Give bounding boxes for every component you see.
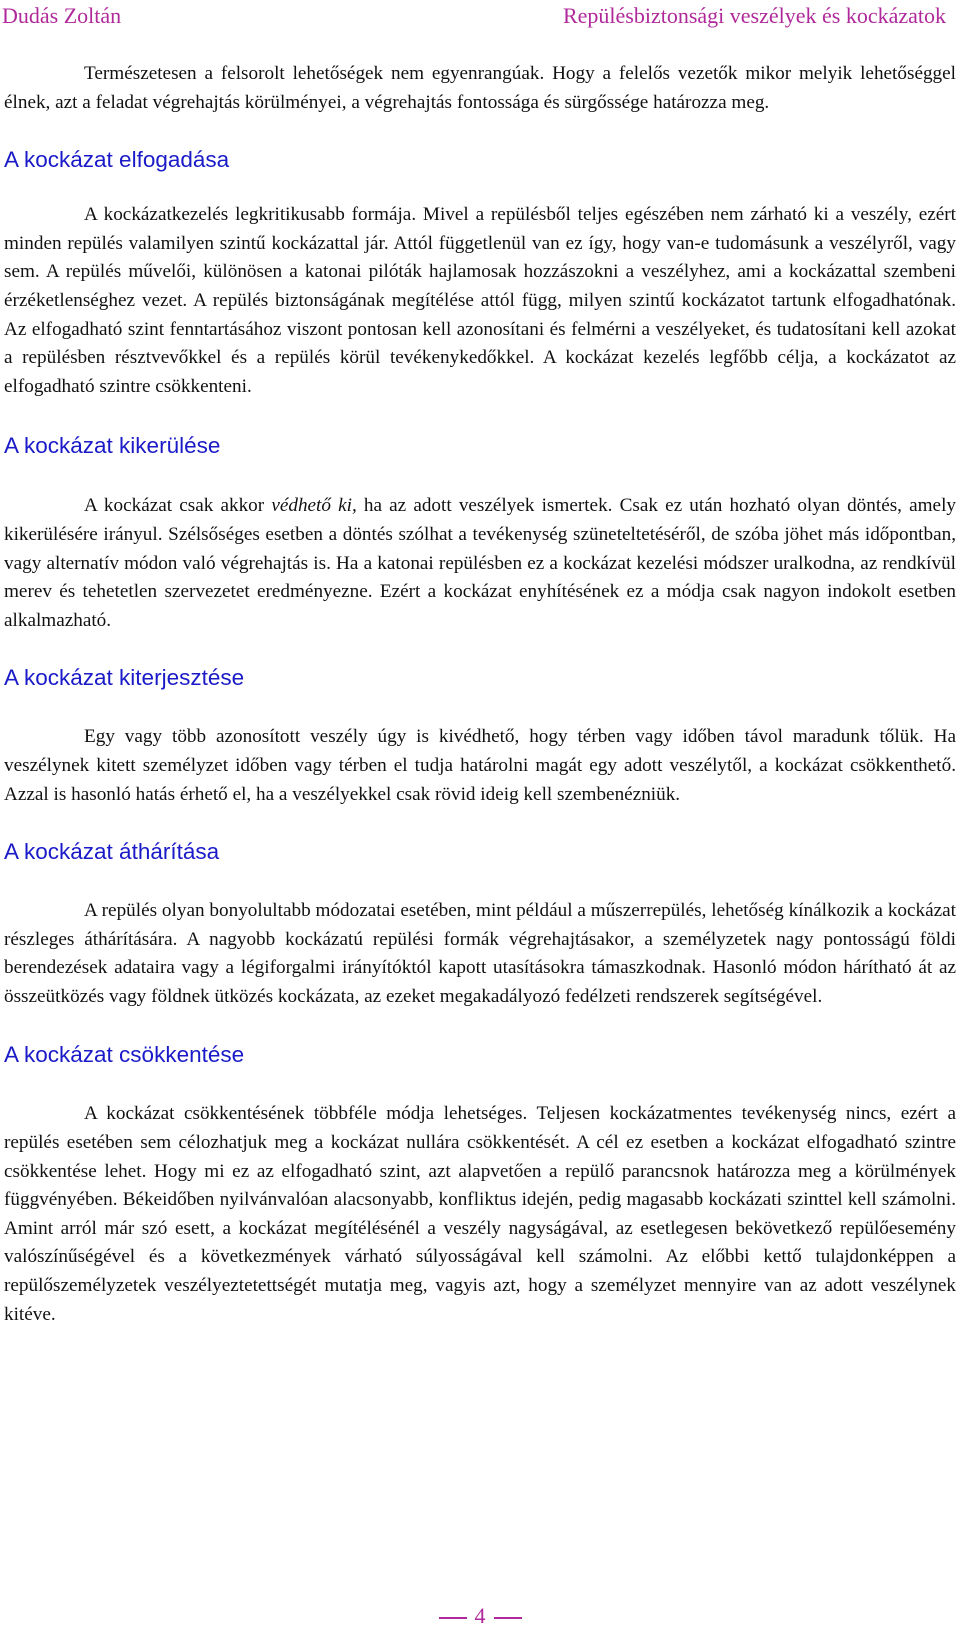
section-heading-csokkentese: A kockázat csökkentése: [4, 1042, 245, 1068]
section-paragraph-kiterjesztese: Egy vagy több azonosított veszély úgy is kivédhető, hogy térben vagy időben távol maradunk tőlük. Ha veszélynek kitett személyzet időben vagy térben el tudja határolni magát egy adott veszélytől, a kockázat csökkenthető. Azzal is hasonló hatás érhető el, ha a veszélyekkel csak rövid ideig kell szembenézniük.: [4, 726, 956, 805]
text-segment: ha az adott veszélyek ismertek. Csak ez után hozható olyan döntés, amely kikerülésére irányul. Szélsőséges esetben a döntés szólhat a tevékenység szüneteltetéséről, de szóba jöhet más időpontban, vagy alternatív módon való végrehajtás is. Ha a katonai repülésben ez a kockázat kezelési módszer uralkodna, az rendkívül merev és tehetetlen szervezetet eredményezne. Ezért a kockázat enyhítésének ez a módja csak nagyon indokolt esetben alkalmazható.: [4, 495, 957, 631]
footer-dash-left: [439, 1617, 467, 1619]
section-heading-elfogadasa: A kockázat elfogadása: [4, 147, 230, 173]
page-number: 4: [474, 1603, 486, 1628]
footer-dash-right: [494, 1617, 522, 1619]
section-paragraph-kikerulese: [4, 492, 956, 635]
section-paragraph-elfogadasa: A kockázatkezelés legkritikusabb formája. Mivel a repülésből teljes egészében nem zárható ki a veszély, ezért minden repülés valamilyen szintű kockázattal jár. Attól függetlenül van ez így, hogy van-e tudomásunk a veszélyről, vagy sem. A repülés művelői, különösen a katonai pilóták hajlamosak hozzászokni a veszélyhez, ami a kockázattal szembeni érzéketlenséghez vezet. A repülés biztonságának megítélése attól függ, milyen szintű kockázatot tartunk elfogadhatónak. Az elfogadható szint fenntartásához viszont pontosan kell azonosítani és felmérni a veszélyeket, és tudatosítani kell azokat a repülésben résztvevőkkel és a repülés körül tevékenykedőkkel. A kockázat kezelés legfőbb célja, a kockázatot az elfogadható szintre csökkenteni.: [4, 204, 956, 397]
section-paragraph-atharitasa: A repülés olyan bonyolultabb módozatai esetében, mint például a műszerrepülés, lehetőség kínálkozik a kockázat részleges áthárítására. A nagyobb kockázatú repülési formák végrehajtásakor, a személyzetek nagy pontosságú földi berendezések adataira vagy a légiforgalmi irányítóktól kapott utasításokra támaszkodnak. Hasonló módon hárítható át az összeütközés vagy földnek ütközés kockázata, az ezeket megakadályozó fedélzeti rendszerek segítségével.: [4, 900, 956, 1007]
header-author: Dudás Zoltán: [2, 3, 122, 28]
text-segment: A kockázat csak akkor: [84, 495, 272, 517]
section-heading-atharitasa: A kockázat áthárítása: [4, 839, 220, 865]
section-heading-kiterjesztese: A kockázat kiterjesztése: [4, 665, 245, 691]
page-content: [4, 60, 956, 1329]
section-heading-kikerulese: A kockázat kikerülése: [4, 433, 221, 459]
header-title: Repülésbiztonsági veszélyek és kockázatok: [562, 3, 946, 28]
section-paragraph-csokkentese: A kockázat csökkentésének többféle módja lehetséges. Teljesen kockázatmentes tevékenység nincs, ezért a repülés esetében sem célozhatjuk meg a kockázat nullára csökkentését. A cél ez esetben a kockázat elfogadható szintre csökkentése lehet. Hogy mi ez az elfogadható szint, azt alapvetően a repülő parancsnok határozza meg a körülmények függvényében. Békeidőben nyilvánvalóan alacsonyabb, konfliktus idején, pedig magasabb kockázati szinttel kell számolni. Amint arról már szó esett, a kockázat megítélésénél a veszély nagyságával, az esetlegesen bekövetkező repülőesemény valószínűségével és a következmények várható súlyosságával kell számolni. Az előbbi kettő tulajdonképpen a repülőszemélyzetek veszélyeztetettségét mutatja meg, vagyis azt, hogy a személyzet mennyire van az adott veszélynek kitéve.: [4, 1103, 956, 1325]
page-footer: [0, 1602, 960, 1630]
intro-paragraph: Természetesen a felsorolt lehetőségek nem egyenrangúak. Hogy a felelős vezetők mikor melyik lehetőséggel élnek, azt a feladat végrehajtás körülményei, a végrehajtás fontossága és sürgőssége határozza meg.: [4, 63, 956, 113]
italic-text-segment: védhető ki,: [271, 495, 357, 517]
page-header: [0, 0, 960, 34]
